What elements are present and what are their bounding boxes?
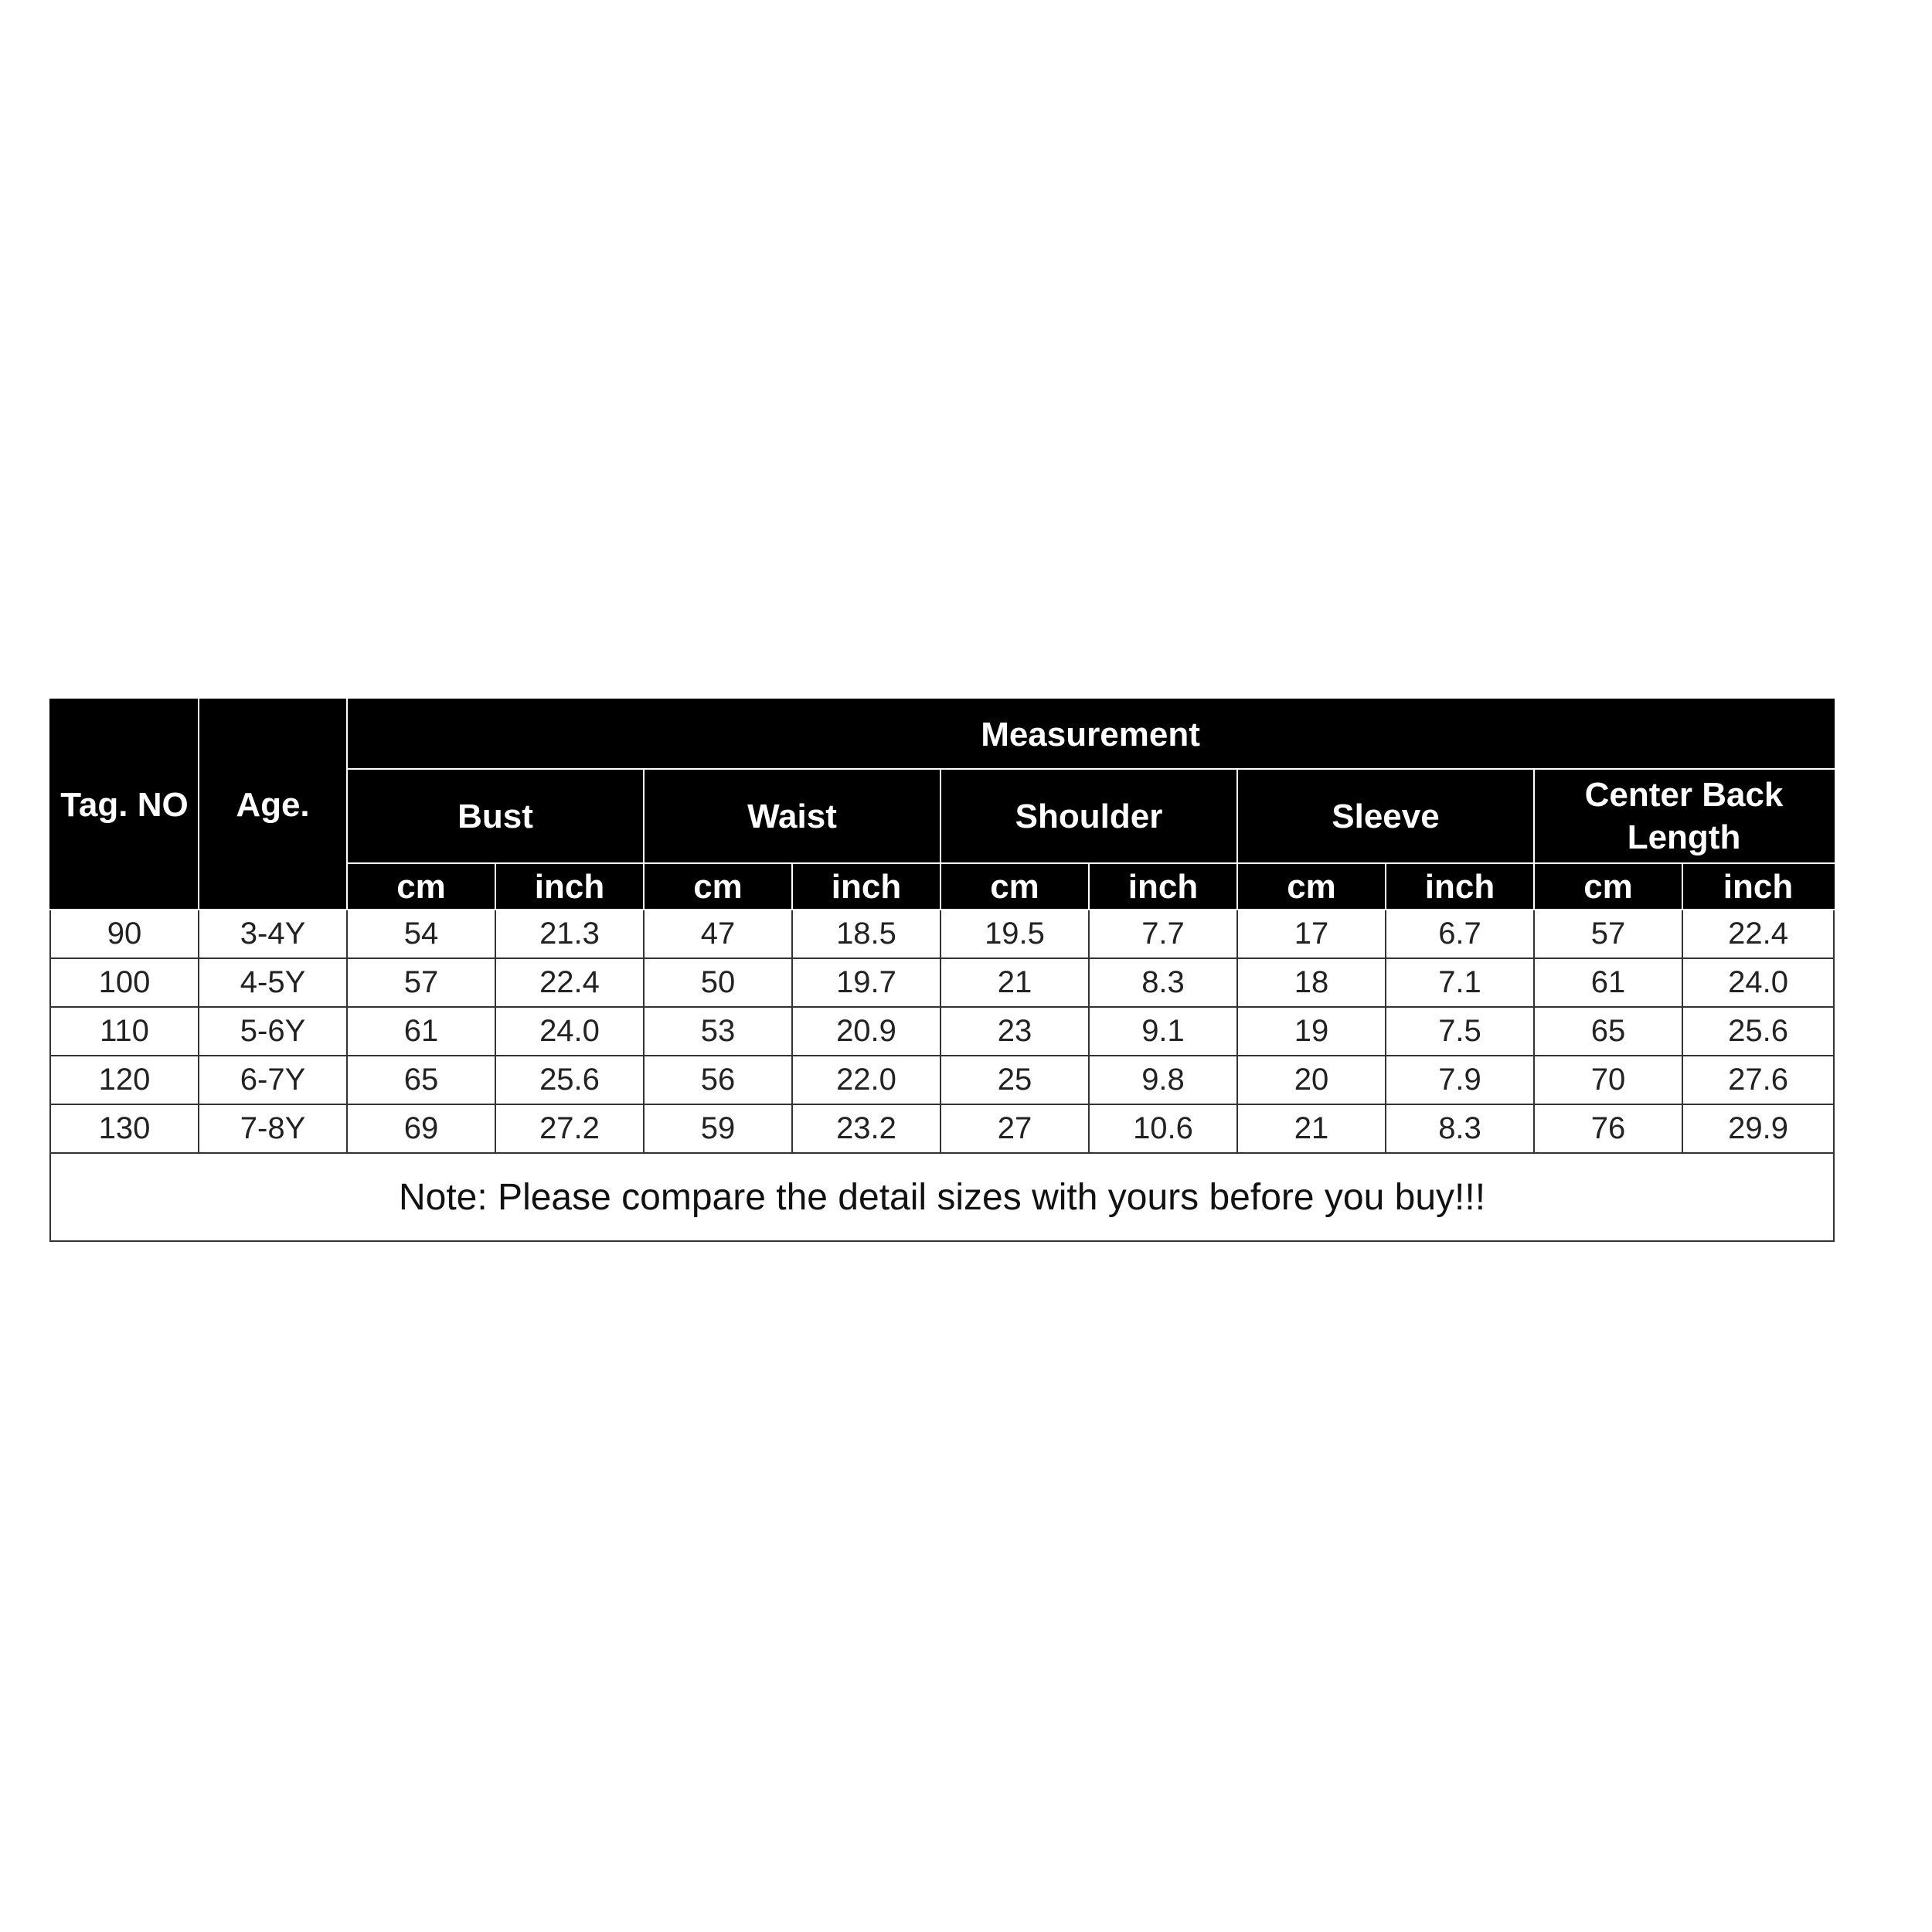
measurement-cell: 7.5 <box>1386 1007 1534 1056</box>
measurement-cell: 69 <box>347 1104 495 1153</box>
age-cell: 6-7Y <box>199 1056 347 1104</box>
measurement-cell: 6.7 <box>1386 910 1534 958</box>
table-row <box>50 1007 1834 1056</box>
measurement-cell: 50 <box>644 958 792 1007</box>
measurement-cell: 20.9 <box>792 1007 940 1056</box>
measurement-cell: 56 <box>644 1056 792 1104</box>
measurement-cell: 24.0 <box>495 1007 644 1056</box>
waist-header: Waist <box>644 769 940 863</box>
measurement-cell: 19 <box>1237 1007 1386 1056</box>
size-chart-table <box>49 699 1835 1242</box>
unit-header: cm <box>644 863 792 910</box>
measurement-cell: 10.6 <box>1089 1104 1237 1153</box>
measurement-cell: 76 <box>1534 1104 1682 1153</box>
measurement-cell: 8.3 <box>1089 958 1237 1007</box>
tag-no-cell: 110 <box>50 1007 199 1056</box>
measurement-cell: 21 <box>940 958 1089 1007</box>
measurement-cell: 27.2 <box>495 1104 644 1153</box>
measurement-cell: 18.5 <box>792 910 940 958</box>
table-row <box>50 958 1834 1007</box>
sleeve-header: Sleeve <box>1237 769 1534 863</box>
table-header <box>50 699 1834 910</box>
measurement-cell: 25.6 <box>495 1056 644 1104</box>
table-row <box>50 910 1834 958</box>
measurement-cell: 61 <box>347 1007 495 1056</box>
note-text: Note: Please compare the detail sizes with yours before you buy!!! <box>50 1153 1834 1241</box>
unit-header: cm <box>1534 863 1682 910</box>
measurement-header: Measurement <box>347 699 1834 769</box>
tag-no-cell: 100 <box>50 958 199 1007</box>
measurement-cell: 29.9 <box>1682 1104 1834 1153</box>
unit-header: cm <box>347 863 495 910</box>
measurement-cell: 18 <box>1237 958 1386 1007</box>
measurement-cell: 54 <box>347 910 495 958</box>
unit-header: inch <box>792 863 940 910</box>
measurement-cell: 27 <box>940 1104 1089 1153</box>
tag-no-header: Tag. NO <box>50 699 199 910</box>
measurement-cell: 7.9 <box>1386 1056 1534 1104</box>
measurement-cell: 65 <box>347 1056 495 1104</box>
measurement-cell: 24.0 <box>1682 958 1834 1007</box>
shoulder-header: Shoulder <box>940 769 1237 863</box>
measurement-cell: 59 <box>644 1104 792 1153</box>
table-row <box>50 1104 1834 1153</box>
tag-no-cell: 130 <box>50 1104 199 1153</box>
measurement-cell: 9.8 <box>1089 1056 1237 1104</box>
measurement-cell: 9.1 <box>1089 1007 1237 1056</box>
measurement-cell: 57 <box>347 958 495 1007</box>
measurement-cell: 21.3 <box>495 910 644 958</box>
age-cell: 7-8Y <box>199 1104 347 1153</box>
measurement-cell: 19.5 <box>940 910 1089 958</box>
measurement-cell: 8.3 <box>1386 1104 1534 1153</box>
measurement-cell: 25 <box>940 1056 1089 1104</box>
measurement-cell: 23.2 <box>792 1104 940 1153</box>
measurement-cell: 22.4 <box>495 958 644 1007</box>
measurement-cell: 47 <box>644 910 792 958</box>
measurement-cell: 65 <box>1534 1007 1682 1056</box>
table-row <box>50 1056 1834 1104</box>
unit-header: inch <box>495 863 644 910</box>
measurement-cell: 53 <box>644 1007 792 1056</box>
measurement-cell: 22.0 <box>792 1056 940 1104</box>
measurement-cell: 7.1 <box>1386 958 1534 1007</box>
measurement-cell: 23 <box>940 1007 1089 1056</box>
unit-header: cm <box>1237 863 1386 910</box>
measurement-cell: 19.7 <box>792 958 940 1007</box>
measurement-cell: 20 <box>1237 1056 1386 1104</box>
unit-header: inch <box>1089 863 1237 910</box>
measurement-cell: 22.4 <box>1682 910 1834 958</box>
age-cell: 3-4Y <box>199 910 347 958</box>
table-body <box>50 910 1834 1153</box>
center-back-length-header: Center Back Length <box>1534 769 1834 863</box>
tag-no-cell: 120 <box>50 1056 199 1104</box>
measurement-cell: 70 <box>1534 1056 1682 1104</box>
bust-header: Bust <box>347 769 644 863</box>
unit-header: cm <box>940 863 1089 910</box>
measurement-cell: 25.6 <box>1682 1007 1834 1056</box>
unit-header: inch <box>1682 863 1834 910</box>
measurement-cell: 7.7 <box>1089 910 1237 958</box>
unit-header: inch <box>1386 863 1534 910</box>
age-cell: 5-6Y <box>199 1007 347 1056</box>
measurement-cell: 21 <box>1237 1104 1386 1153</box>
age-cell: 4-5Y <box>199 958 347 1007</box>
note-row <box>50 1153 1834 1241</box>
measurement-cell: 17 <box>1237 910 1386 958</box>
measurement-cell: 27.6 <box>1682 1056 1834 1104</box>
measurement-cell: 61 <box>1534 958 1682 1007</box>
tag-no-cell: 90 <box>50 910 199 958</box>
measurement-cell: 57 <box>1534 910 1682 958</box>
age-header: Age. <box>199 699 347 910</box>
